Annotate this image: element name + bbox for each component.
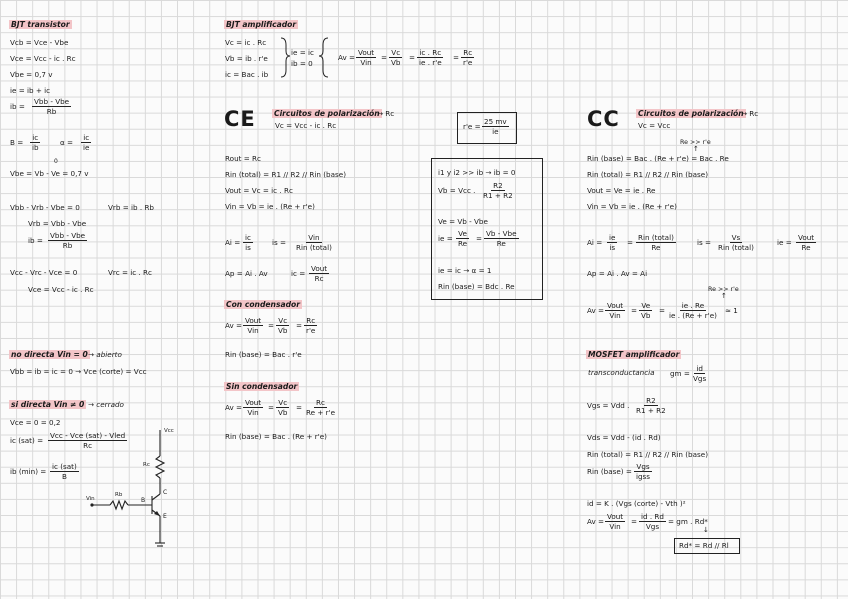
eq-vbe: Vbe = 0,7 v (10, 70, 53, 79)
eq-vce-2: Vce = Vcc - ic . Rc (28, 285, 94, 294)
cc-ie-lhs: ie = (777, 238, 792, 247)
ce-pol-title: Circuitos de polarización (274, 109, 380, 118)
eq-ib-frac: Vbb - Vbe Rb (34, 97, 70, 116)
cc-is-frac: Vs Rin (total) (718, 233, 754, 252)
ce-is-lhs: is = (272, 238, 287, 247)
ce-sin-frac2: Vc Vb (278, 398, 288, 417)
no-directa-title: no directa Vin = 0 (11, 350, 88, 359)
mos-rin-base-lhs: Rin (base) = (587, 467, 632, 476)
ce-pol-arrow: → Rc (377, 109, 395, 118)
label-b: B (141, 497, 146, 504)
ce-sin-rin: Rin (base) = Bac . (Re + r'e) (225, 432, 327, 441)
bjt-title: BJT transistor (11, 20, 70, 29)
mos-title: MOSFET amplificador (588, 350, 680, 359)
ce-vin: Vin = Vb = ie . (Re + r'e) (225, 202, 315, 211)
eq-alpha-lhs: α = (60, 138, 74, 147)
ce-sin-lhs: Av = (225, 403, 243, 412)
mid-alpha: ie = ic → α = 1 (438, 266, 492, 275)
mos-av-frac2: id . Rd Vgs (641, 512, 664, 531)
ce-ai-lhs: Ai = (225, 238, 241, 247)
mos-vgs-frac: R2 R1 + R2 (636, 396, 666, 415)
no-directa-result: → abierto (88, 350, 122, 359)
eq-vbe-2: Vbe = Vb - Ve = 0,7 v (10, 169, 89, 178)
ce-con-frac2: Vc Vb (278, 316, 288, 335)
cc-note-re: Re >> r'e (680, 139, 711, 146)
cc-rin-base: Rin (base) = Bac . (Re + r'e) = Bac . Re (587, 154, 729, 163)
amp-ic: ic = Bac . ib (225, 70, 269, 79)
amp-title: BJT amplificador (226, 20, 297, 29)
label-vin: Vin (86, 496, 95, 502)
eq-ib-min-frac: ic (sat) B (52, 462, 77, 481)
eq-beta-frac: ic ib (32, 133, 39, 152)
cc-vin: Vin = Vb = ie . (Re + r'e) (587, 202, 677, 211)
si-directa-result: → cerrado (88, 400, 124, 409)
mid-vb-lhs: Vb = Vcc . (438, 186, 476, 195)
mid-ve: Ve = Vb - Vbe (438, 217, 488, 226)
eq-ib-2-frac: Vbb - Vbe Rb (50, 231, 86, 250)
mid-rin-base: Rin (base) = Bdc . Re (438, 282, 515, 291)
mos-gm-lhs: gm = (670, 369, 690, 378)
mos-transconductance: transconductancia (588, 368, 655, 377)
ce-vout: Vout = Vc = ic . Rc (225, 186, 293, 195)
eq-corte: Vbb = ib = ic = 0 → Vce (corte) = Vcc (10, 367, 147, 376)
eq-kvl-base: Vbb - Vrb - Vbe = 0 (10, 203, 80, 212)
cc-note2-arrow: ↑ (721, 292, 727, 300)
cc-vout: Vout = Ve = ie . Re (587, 186, 656, 195)
ce-con-frac1: Vout Vin (245, 316, 262, 335)
mos-av-frac1: Vout Vin (607, 512, 624, 531)
eq-ic-sat-frac: Vcc - Vce (sat) - Vled Rc (50, 431, 126, 450)
amp-av-lhs: Av = (338, 53, 356, 62)
ce-con-frac3: Rc r'e (306, 316, 316, 335)
cc-av-frac2: Ve Vb (641, 301, 651, 320)
amp-av-frac2: Vc Vb (391, 48, 401, 67)
cc-heading: CC (587, 107, 620, 131)
ce-con-lhs: Av = (225, 321, 243, 330)
cc-pol-arrow: → Rc (741, 109, 759, 118)
si-directa-title: si directa Vin ≠ 0 (11, 400, 85, 409)
label-e: E (163, 513, 167, 520)
ce-sin-frac1: Vout Vin (245, 398, 262, 417)
eq-vrb: Vrb = ib . Rb (108, 203, 154, 212)
eq-ic-sat-lhs: ic (sat) = (10, 436, 44, 445)
mid-ie-lhs: ie = (438, 234, 453, 243)
ce-pol-vc: Vc = Vcc - ic . Rc (275, 121, 337, 130)
mos-av-lhs: Av = (587, 517, 605, 526)
re-lhs: r'e = (463, 122, 481, 131)
eq-vce: Vce = Vcc - ic . Rc (10, 54, 76, 63)
label-rc: Rc (143, 462, 150, 468)
eq-beta-lhs: B = (10, 138, 24, 147)
cc-av-frac3: ie . Re ie . (Re + r'e) (669, 301, 717, 320)
eq-vcb: Vcb = Vce - Vbe (10, 38, 69, 47)
ce-ai-frac: ic is (245, 233, 251, 252)
mid-vb-frac: R2 R1 + R2 (483, 181, 513, 200)
cc-note2: Re >> r'e (708, 286, 739, 293)
amp-ib-zero: ib = 0 (291, 59, 313, 68)
eq-kvl-collector: Vcc - Vrc - Vce = 0 (10, 268, 78, 277)
mos-rin-base-frac: Vgs igss (636, 462, 651, 481)
cc-av-end: ≈ 1 (725, 306, 738, 315)
ce-rout: Rout = Rc (225, 154, 261, 163)
amp-av-eq: = (381, 53, 388, 62)
eq-vrb-2: Vrb = Vbb - Vbe (28, 219, 87, 228)
cc-av-frac1: Vout Vin (607, 301, 624, 320)
eq-alpha-frac: ic ie (83, 133, 90, 152)
mid-ie-frac1: Ve Re (458, 229, 468, 248)
ce-rin-total: Rin (total) = R1 // R2 // Rin (base) (225, 170, 346, 179)
label-c: C (163, 489, 168, 496)
amp-vb: Vb = ib . r'e (225, 54, 268, 63)
re-frac: 25 mv ie (484, 117, 507, 136)
mid-ie-frac2: Vb - Vbe Re (486, 229, 517, 248)
cc-pol-vc: Vc = Vcc (638, 121, 671, 130)
cc-is-lhs: is = (697, 238, 712, 247)
mos-av-end: = gm . Rd* (668, 517, 708, 526)
cc-ap: Ap = Ai . Av = Ai (587, 269, 648, 278)
cc-av-lhs: Av = (587, 306, 605, 315)
cc-ie-frac: Vout Re (798, 233, 815, 252)
cc-pol-title: Circuitos de polarización (638, 109, 744, 118)
eq-vrc: Vrc = ic . Rc (108, 268, 153, 277)
ce-ic-frac: Vout Rc (311, 264, 328, 283)
mos-vds: Vds = Vdd - (id . Rd) (587, 433, 661, 442)
zero-mark: 0 (54, 158, 58, 165)
label-rb: Rb (115, 492, 123, 498)
cc-ai-frac1: ie is (609, 233, 616, 252)
cc-ai-frac2: Rin (total) Re (638, 233, 674, 252)
mos-gm-frac: id Vgs (693, 364, 707, 383)
eq-ib-lhs: ib = (10, 102, 25, 111)
ce-ic-lhs: ic = (291, 269, 306, 278)
ce-sin-frac3: Rc Re + r'e (306, 398, 336, 417)
amp-ie-eq-ic: ie = ic (291, 48, 314, 57)
amp-av-frac1: Vout Vin (358, 48, 375, 67)
label-vcc: Vcc (164, 428, 174, 434)
amp-vc: Vc = ic . Rc (225, 38, 267, 47)
ce-sin-title: Sin condensador (226, 382, 298, 391)
ce-con-title: Con condensador (226, 300, 300, 309)
cc-note-arrow: ↑ (693, 145, 699, 153)
mos-rin-total: Rin (total) = R1 // R2 // Rin (base) (587, 450, 708, 459)
mos-id: id = K . (Vgs (corte) - Vth )² (587, 499, 686, 508)
amp-av-frac4: Rc r'e (463, 48, 473, 67)
eq-ib-2-lhs: ib = (28, 236, 43, 245)
ce-con-rin: Rin (base) = Bac . r'e (225, 350, 302, 359)
mos-rd-eq: Rd* = Rd // Rl (679, 541, 729, 550)
mos-vgs-lhs: Vgs = Vdd . (587, 401, 630, 410)
mos-down-arrow: ↓ (703, 526, 709, 534)
eq-vce-sat: Vce = 0 = 0,2 (10, 418, 61, 427)
cc-rin-total: Rin (total) = R1 // R2 // Rin (base) (587, 170, 708, 179)
ce-is-frac: Vin Rin (total) (296, 233, 332, 252)
ce-heading: CE (224, 107, 256, 131)
amp-av-frac3: ic . Rc ie . r'e (419, 48, 442, 67)
cc-ai-lhs: Ai = (587, 238, 603, 247)
eq-ie: ie = ib + ic (10, 86, 51, 95)
eq-ib-min-lhs: ib (min) = (10, 467, 47, 476)
ce-ap: Ap = Ai . Av (225, 269, 268, 278)
mid-i-approx: i1 y i2 >> ib → ib = 0 (438, 168, 516, 177)
